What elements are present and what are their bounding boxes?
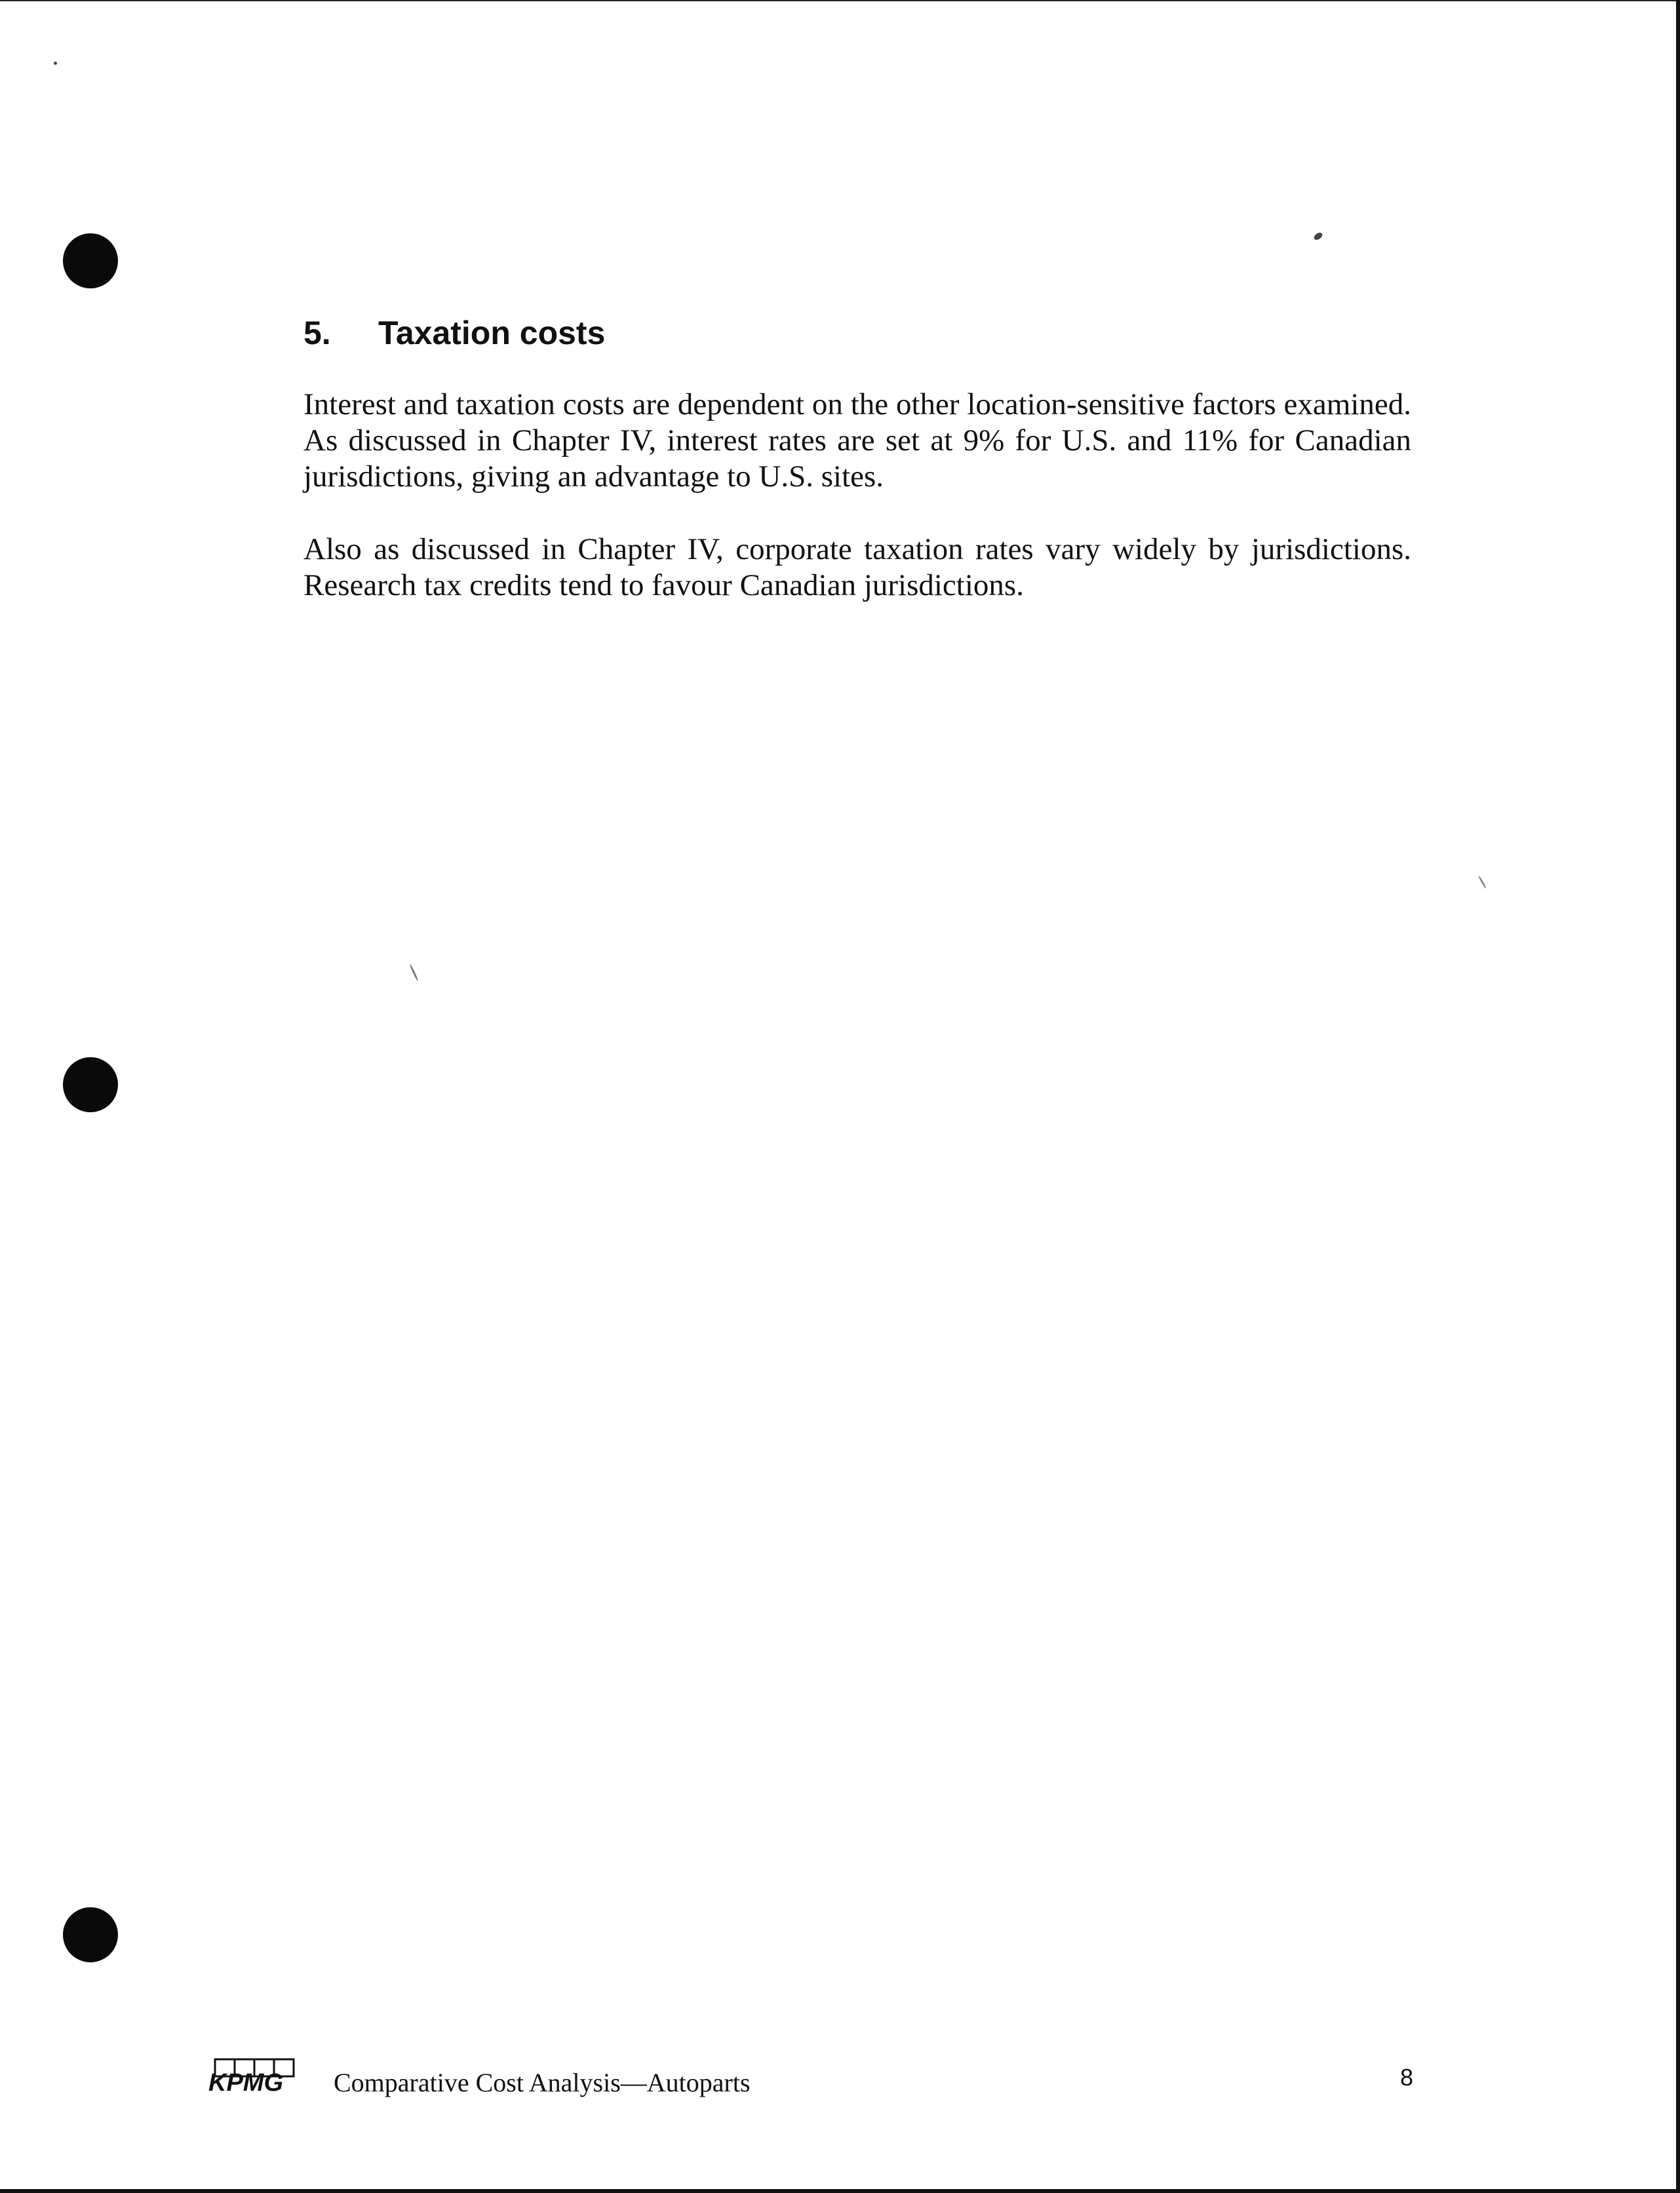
scan-speck (1478, 876, 1487, 889)
footer-title: Comparative Cost Analysis—Autoparts (334, 2068, 751, 2097)
scan-speck (54, 62, 57, 65)
section-number: 5. (303, 315, 331, 351)
page-bottom-edge (0, 2189, 1680, 2193)
punch-hole-top (63, 233, 118, 288)
page-number: 8 (1399, 2064, 1413, 2091)
kpmg-logo-text: KPMG (208, 2069, 283, 2096)
page-top-edge (0, 0, 1680, 1)
punch-hole-middle (63, 1057, 118, 1112)
body-paragraph: Also as discussed in Chapter IV, corporate taxation rates vary widely by jurisdictions. Research tax credits tend to favour Canadian jurisdictions. (303, 532, 1411, 602)
page-right-edge (1676, 0, 1680, 2193)
kpmg-logo (207, 2057, 303, 2096)
section-heading (303, 313, 605, 353)
page-footer (207, 2057, 1413, 2109)
scan-speck (1313, 231, 1324, 241)
punch-hole-bottom (63, 1907, 118, 1962)
section-title: Taxation costs (378, 315, 606, 351)
scan-speck (409, 964, 419, 982)
body-paragraph: Interest and taxation costs are dependent on the other location-sensitive factors examined. As discussed in Chapter IV, interest rates are set at 9% for U.S. and 11% for Canadian jurisdictions, giving an advantage to U.S. sites. (303, 387, 1411, 494)
